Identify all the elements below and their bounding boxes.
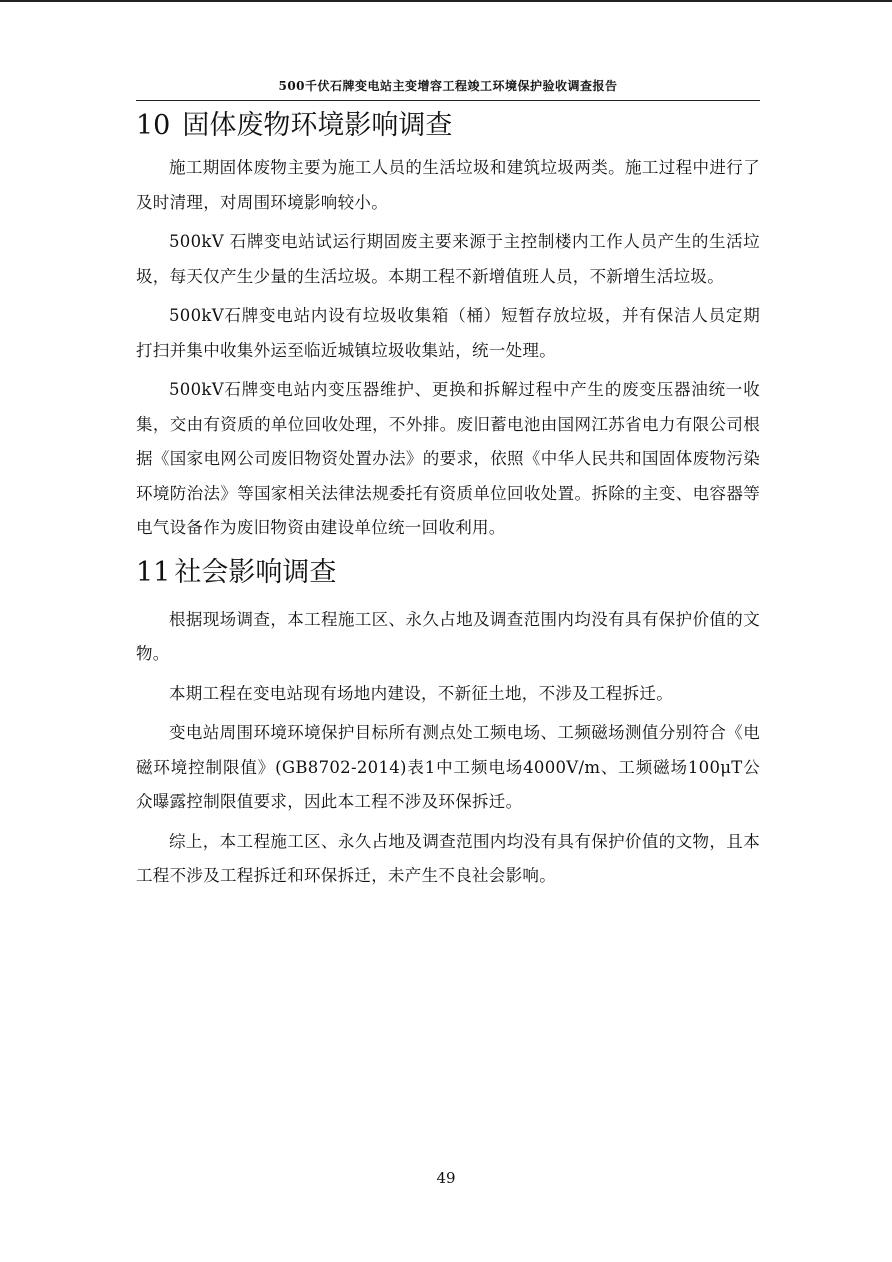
section-10-number: 10 — [136, 110, 171, 141]
section-10-paragraph-1: 施工期固体废物主要为施工人员的生活垃圾和建筑垃圾两类。施工过程中进行了及时清理，对周围环境影响较小。 — [136, 158, 760, 212]
section-11-paragraph-1: 根据现场调查，本工程施工区、永久占地及调查范围内均没有具有保护价值的文物。 — [136, 609, 760, 663]
section-11-paragraph-4: 综上，本工程施工区、永久占地及调查范围内均没有具有保护价值的文物，且本工程不涉及工程拆迁和环保拆迁，未产生不良社会影响。 — [136, 831, 760, 885]
section-11-number: 11 — [136, 556, 171, 588]
running-header-title: 500千伏石牌变电站主变增容工程竣工环境保护验收调查报告 — [278, 79, 618, 93]
document-body — [136, 104, 760, 899]
section-10-paragraph-2: 500kV 石牌变电站试运行期固废主要来源于主控制楼内工作人员产生的生活垃圾，每天仅产生少量的生活垃圾。本期工程不新增值班人员，不新增生活垃圾。 — [136, 232, 760, 286]
page-number: 49 — [436, 1169, 456, 1187]
top-border-line — [0, 0, 892, 2]
section-10-title: 固体废物环境影响调查 — [182, 110, 453, 141]
section-11-paragraph-3: 变电站周围环境环境保护目标所有测点处工频电场、工频磁场测值分别符合《电磁环境控制限值》(GB8702-2014)表1中工频电场4000V/m、工频磁场100μT公众曝露控制限值要求，因此本工程不涉及环保拆迁。 — [136, 723, 760, 811]
section-11-title: 社会影响调查 — [174, 556, 337, 588]
section-11-heading — [136, 551, 760, 595]
section-11-paragraph-2: 本期工程在变电站现有场地内建设，不新征土地，不涉及工程拆迁。 — [169, 683, 673, 703]
running-header — [136, 76, 760, 101]
section-10-heading — [136, 104, 760, 148]
section-10-paragraph-4: 500kV石牌变电站内变压器维护、更换和拆解过程中产生的废变压器油统一收集，交由有资质的单位回收处理，不外排。废旧蓄电池由国网江苏省电力有限公司根据《国家电网公司废旧物资处置办法》的要求，依照《中华人民共和国固体废物污染环境防治法》等国家相关法律法规委托有资质单位回收处置。拆除的主变、电容器等电气设备作为废旧物资由建设单位统一回收利用。 — [136, 380, 760, 537]
section-11-body — [136, 603, 760, 894]
section-10-paragraph-3: 500kV石牌变电站内设有垃圾收集箱（桶）短暂存放垃圾，并有保洁人员定期打扫并集中收集外运至临近城镇垃圾收集站，统一处理。 — [136, 306, 760, 360]
section-10-body — [136, 151, 760, 546]
